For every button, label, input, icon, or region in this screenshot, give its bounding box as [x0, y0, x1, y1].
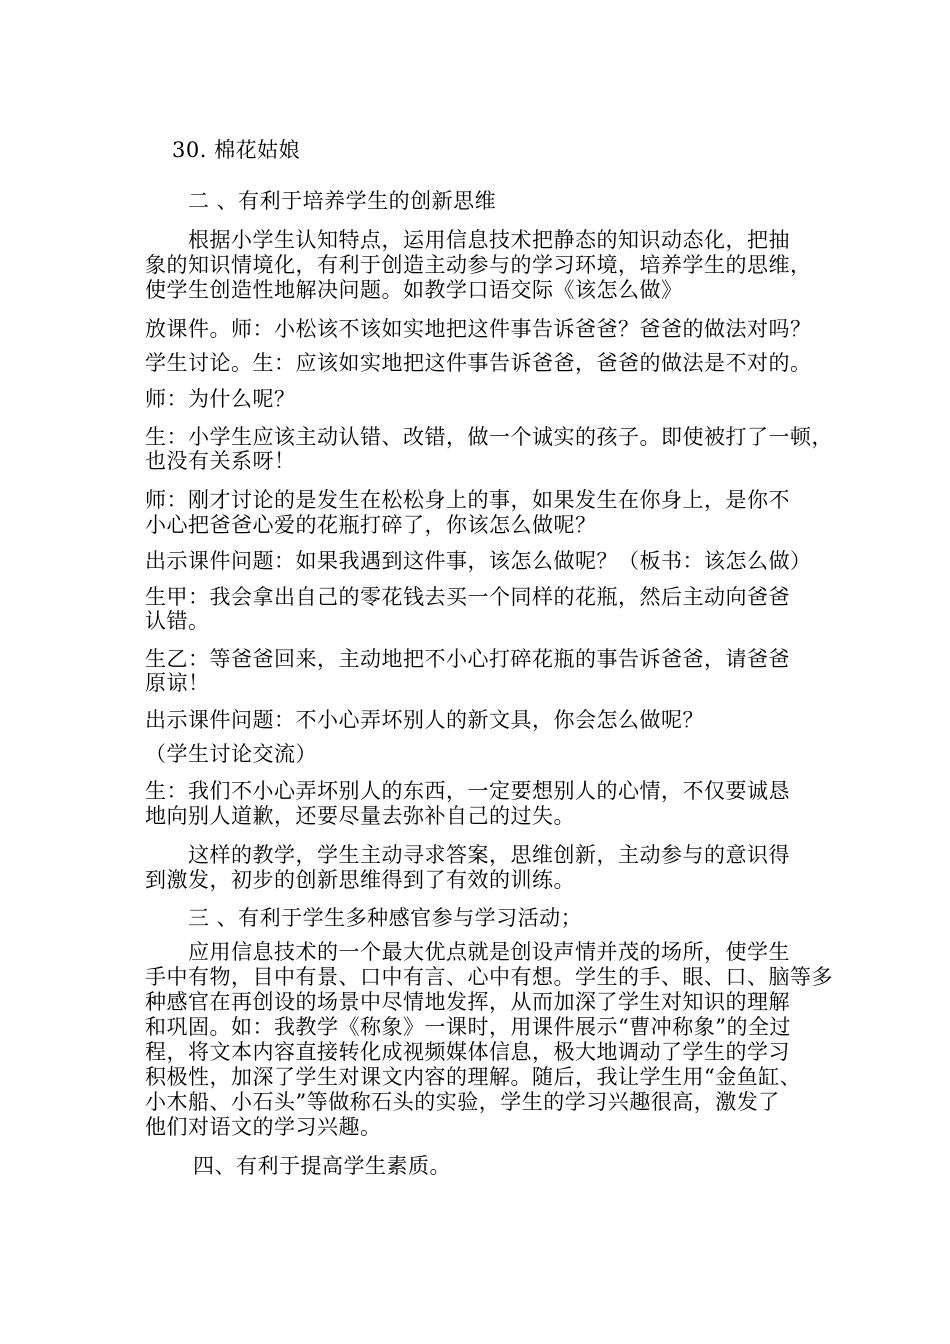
dialogue-line: （学生讨论交流）	[145, 742, 317, 766]
dialogue-line: 小心把爸爸心爱的花瓶打碎了，你该怎么做呢？	[145, 513, 597, 537]
paragraph-line: 到激发，初步的创新思维得到了有效的训练。	[145, 868, 575, 892]
dialogue-line: 生甲：我会拿出自己的零花钱去买一个同样的花瓶，然后主动向爸爸	[145, 585, 790, 609]
paragraph-line: 小木船、小石头”等做称石头的实验，学生的学习兴趣很高，激发了	[145, 1090, 780, 1114]
paragraph-line: 使学生创造性地解决问题。如教学口语交际《该怎么做》	[145, 278, 683, 302]
paragraph-line: 应用信息技术的一个最大优点就是创设声情并茂的场所，使学生	[188, 940, 790, 964]
paragraph-line: 这样的教学，学生主动寻求答案，思维创新，主动参与的意识得	[188, 843, 790, 867]
section-heading-4: 四、有利于提高学生素质。	[193, 1154, 451, 1178]
dialogue-line: 出示课件问题：如果我遇到这件事，该怎么做呢？（板书：该怎么做）	[145, 549, 812, 573]
paragraph-line: 种感官在再创设的场景中尽情地发挥，从而加深了学生对知识的理解	[145, 990, 790, 1014]
paragraph-line: 手中有物，目中有景、口中有言、心中有想。学生的手、眼、口、脑等多	[145, 965, 833, 989]
section-heading-3: 三 、有利于学生多种感官参与学习活动；	[188, 906, 583, 930]
dialogue-line: 师：为什么呢？	[145, 387, 296, 411]
dialogue-line: 师：刚才讨论的是发生在松松身上的事，如果发生在你身上，是你不	[145, 488, 790, 512]
lesson-title: 30. 棉花姑娘	[172, 138, 301, 162]
dialogue-line: 生乙：等爸爸回来，主动地把不小心打碎花瓶的事告诉爸爸，请爸爸	[145, 647, 790, 671]
paragraph-line: 程，将文本内容直接转化成视频媒体信息，极大地调动了学生的学习	[145, 1040, 790, 1064]
dialogue-line: 学生讨论。生：应该如实地把这件事告诉爸爸，爸爸的做法是不对的。	[145, 351, 812, 375]
dialogue-line: 出示课件问题：不小心弄坏别人的新文具，你会怎么做呢？	[145, 708, 704, 732]
dialogue-line: 生：我们不小心弄坏别人的东西，一定要想别人的心情，不仅要诚恳	[145, 779, 790, 803]
paragraph-line: 象的知识情境化，有利于创造主动参与的学习环境，培养学生的思维，	[145, 253, 812, 277]
paragraph-line: 积极性，加深了学生对课文内容的理解。随后，我让学生用“金鱼缸、	[145, 1065, 802, 1089]
dialogue-line: 也没有关系呀！	[145, 449, 296, 473]
dialogue-line: 生：小学生应该主动认错、改错，做一个诚实的孩子。即使被打了一顿，	[145, 425, 833, 449]
dialogue-line: 放课件。师：小松该不该如实地把这件事告诉爸爸？爸爸的做法对吗？	[145, 317, 812, 341]
dialogue-line: 地向别人道歉，还要尽量去弥补自己的过失。	[145, 804, 575, 828]
paragraph-line: 和巩固。如：我教学《称象》一课时，用课件展示“曹冲称象”的全过	[145, 1015, 791, 1039]
paragraph-line: 根据小学生认知特点，运用信息技术把静态的知识动态化，把抽	[188, 228, 790, 252]
dialogue-line: 认错。	[145, 609, 210, 633]
dialogue-line: 原谅！	[145, 671, 210, 695]
section-heading-2: 二 、有利于培养学生的创新思维	[188, 189, 497, 213]
paragraph-line: 他们对语文的学习兴趣。	[145, 1115, 382, 1139]
